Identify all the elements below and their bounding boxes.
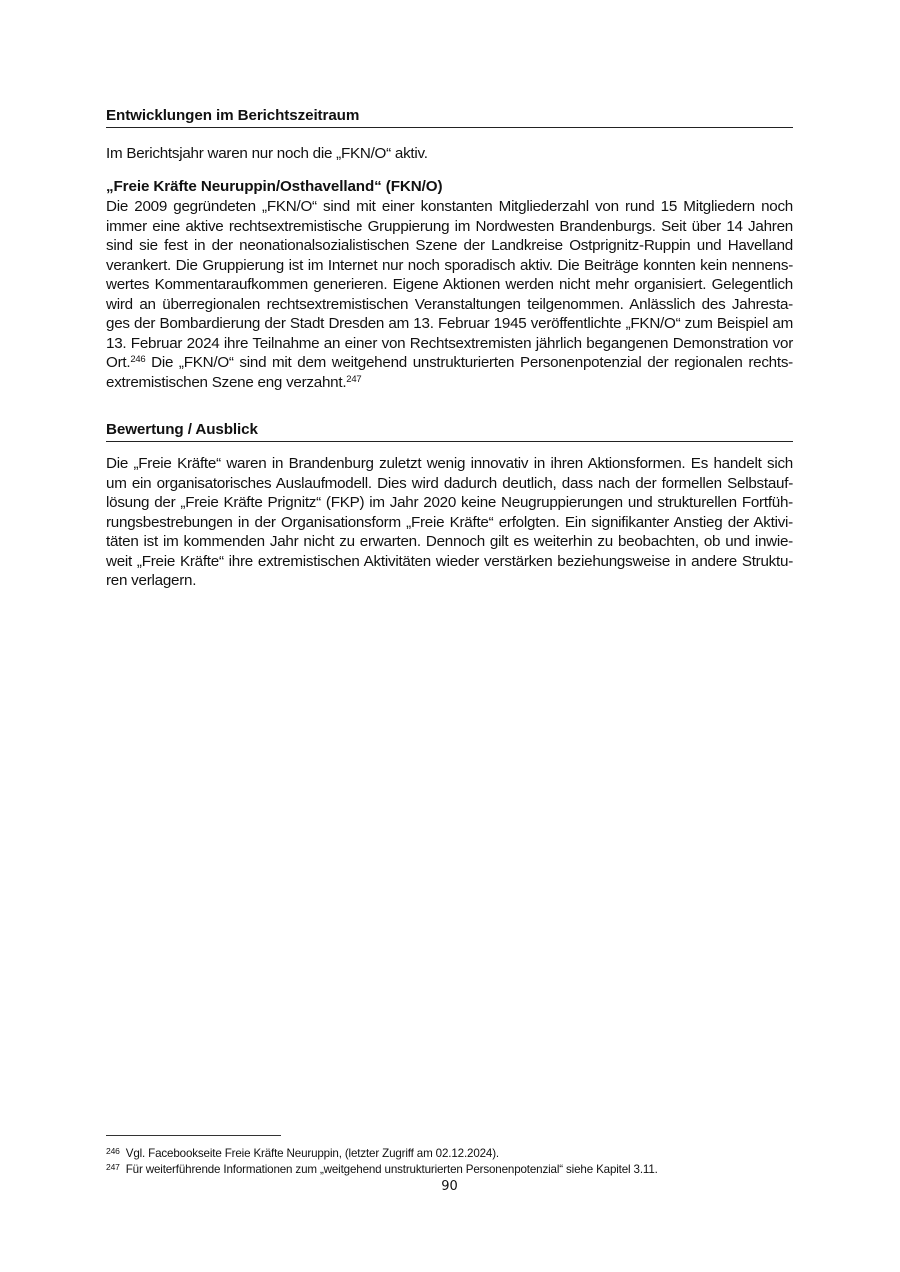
paragraph-line: ren verlagern. xyxy=(106,572,197,589)
fkno-paragraph xyxy=(106,197,793,392)
paragraph-line xyxy=(106,373,793,393)
intro-paragraph xyxy=(106,144,793,164)
paragraph-line: lösung der „Freie Kräfte Prignitz“ (FKP) im Jahr 2020 keine Neugruppierungen und strukturellen Fortfüh- xyxy=(106,494,793,511)
bewertung-paragraph xyxy=(106,454,793,591)
footnote-247 xyxy=(106,1160,658,1177)
footnote-text: Für weiterführende Informationen zum „weitgehend unstrukturierten Personenpotenzial“ siehe Kapitel 3.11. xyxy=(125,1163,658,1176)
paragraph-line: immer eine aktive rechtsextremistische Gruppierung im Nordwesten Brandenburgs. Seit über 14 Jahren xyxy=(106,217,793,235)
section-heading-bewertung: Bewertung / Ausblick xyxy=(106,420,793,442)
paragraph-line: Die „Freie Kräfte“ waren in Brandenburg zuletzt wenig innovativ in ihren Aktionsformen. Es handelt sich xyxy=(106,455,793,472)
line-text: extremistischen Szene eng verzahnt. xyxy=(106,373,347,391)
paragraph-line: 13. Februar 2024 ihre Teilnahme an einer von Rechtsextremisten jährlich begangenen Demonstration vor xyxy=(106,334,793,352)
subsection-heading-fkno: „Freie Kräfte Neuruppin/Osthavelland“ (FKN/O) xyxy=(106,178,443,195)
paragraph-line: wertes Kommentaraufkommen generieren. Eigene Aktionen werden nicht mehr organisiert. Gelegentlich xyxy=(106,276,793,293)
footnote-number: 247 xyxy=(106,1162,120,1172)
paragraph-line: täten ist im kommenden Jahr nicht zu erwarten. Dennoch gilt es weiterhin zu beobachten, ob und inwie- xyxy=(106,533,793,550)
paragraph-line: Die 2009 gegründeten „FKN/O“ sind mit einer konstanten Mitgliederzahl von rund 15 Mitgliedern noch xyxy=(106,198,793,215)
paragraph-line: rungsbestrebungen in der Organisationsform „Freie Kräfte“ erfolgten. Ein signifikanter Anstieg der Aktivi- xyxy=(106,513,793,531)
paragraph-line xyxy=(106,353,793,373)
footnote-number: 246 xyxy=(106,1146,120,1156)
footnote-divider xyxy=(106,1135,281,1136)
footnote-ref-246[interactable]: 246 xyxy=(130,354,146,365)
paragraph-line: um ein organisatorisches Auslaufmodell. Dies wird dadurch deutlich, dass nach der formellen Selbstauf- xyxy=(106,474,793,492)
line-text: Die „FKN/O“ sind mit dem weitgehend unstrukturierten Personenpotenzial der regionalen rechts- xyxy=(145,354,793,371)
section-heading-entwicklungen: Entwicklungen im Berichtszeitraum xyxy=(106,106,793,128)
footnote-246 xyxy=(106,1144,499,1161)
paragraph-line: weit „Freie Kräfte“ ihre extremistischen Aktivitäten wieder verstärken beziehungsweise in andere Struktu- xyxy=(106,552,793,570)
footnote-ref-247[interactable]: 247 xyxy=(346,373,362,385)
paragraph-line: verankert. Die Gruppierung ist im Internet nur noch sporadisch aktiv. Die Beiträge konnten kein nennens- xyxy=(106,256,793,274)
footnote-text: Vgl. Facebookseite Freie Kräfte Neuruppin, (letzter Zugriff am 02.12.2024). xyxy=(125,1147,499,1160)
paragraph-line: ges der Bombardierung der Stadt Dresden am 13. Februar 1945 veröffentlichte „FKN/O“ zum Beispiel am xyxy=(106,315,793,332)
paragraph-line: Im Berichtsjahr waren nur noch die „FKN/O“ aktiv. xyxy=(106,145,428,162)
page-number: 90 xyxy=(441,1179,458,1194)
paragraph-line: wird an überregionalen rechtsextremistischen Veranstaltungen teilgenommen. Anlässlich des Jahresta- xyxy=(106,295,793,313)
paragraph-line: sind sie fest in der neonationalsozialistischen Szene der Landkreise Ostprignitz-Ruppin und Havelland xyxy=(106,237,793,254)
line-text: Ort. xyxy=(106,354,131,371)
